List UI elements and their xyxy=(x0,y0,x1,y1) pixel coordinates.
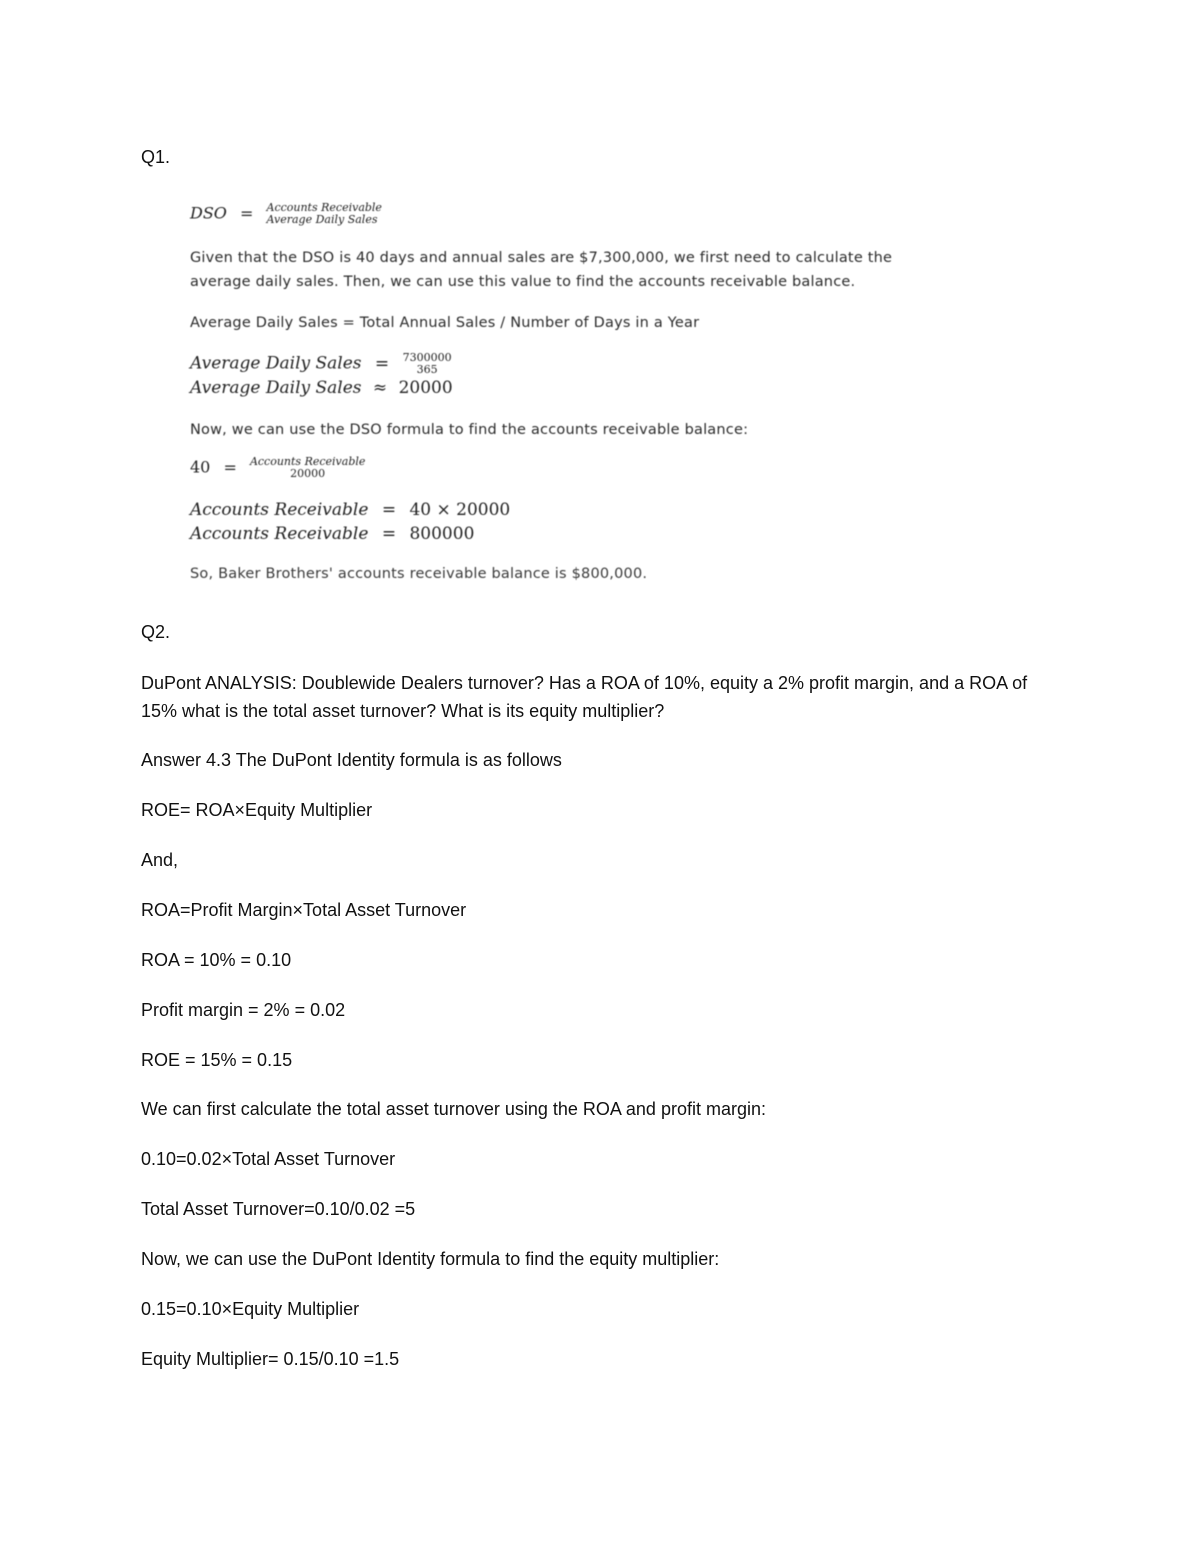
avg-eq1-numerator: 7300000 xyxy=(402,351,452,364)
dso-lhs: DSO xyxy=(190,203,227,223)
dso-eq-sign2: = xyxy=(223,457,237,477)
q2-line-profit-margin: Profit margin = 2% = 0.02 xyxy=(141,1000,346,1020)
ar-eq1-rhs: 40 × 20000 xyxy=(409,500,511,520)
q2-line-roe-formula: ROE= ROA×Equity Multiplier xyxy=(141,800,373,820)
q2-line-answer-intro: Answer 4.3 The DuPont Identity formula is as follows xyxy=(141,750,562,770)
dso-eq-sign: = xyxy=(240,203,254,223)
avg-eq1-sign: = xyxy=(374,353,390,374)
dso-eq-lhs: 40 xyxy=(190,457,211,477)
avg-definition: Average Daily Sales = Total Annual Sales / Number of Days in a Year xyxy=(190,315,700,331)
avg-eq1-denominator: 365 xyxy=(416,363,438,376)
q2-line-turnover-result: Total Asset Turnover=0.10/0.02 =5 xyxy=(141,1199,416,1219)
ar-eq2-lhs: Accounts Receivable xyxy=(190,524,369,544)
ar-eq1-lhs: Accounts Receivable xyxy=(190,500,369,520)
given-line-2: average daily sales. Then, we can use this value to find the accounts receivable balance. xyxy=(190,274,856,290)
q2-line-roe-value: ROE = 15% = 0.15 xyxy=(141,1050,293,1070)
q2-line-calc-intro: We can first calculate the total asset turnover using the ROA and profit margin: xyxy=(141,1099,766,1119)
avg-equation-1 xyxy=(190,352,452,376)
q2-line-roa-value: ROA = 10% = 0.10 xyxy=(141,950,292,970)
q2-line-roa-formula: ROA=Profit Margin×Total Asset Turnover xyxy=(141,900,467,920)
dso-equation xyxy=(190,456,365,480)
dso-formula xyxy=(190,202,382,226)
q2-line-multiplier-intro: Now, we can use the DuPont Identity formula to find the equity multiplier: xyxy=(141,1249,720,1269)
ar-equation-2 xyxy=(190,524,474,544)
ar-equation-1 xyxy=(190,500,510,520)
q1-solution-image xyxy=(190,196,990,596)
dso-denominator: Average Daily Sales xyxy=(266,213,378,226)
dso-eq-fraction xyxy=(250,456,365,480)
avg-eq2-rhs: 20000 xyxy=(398,378,453,398)
q1-heading: Q1. xyxy=(141,147,171,167)
q2-question: DuPont ANALYSIS: Doublewide Dealers turnover? Has a ROA of 10%, equity a 2% profit margin, and a ROA of 15% what is the total asset turnover? What is its equity multiplier? xyxy=(141,673,1028,721)
q2-heading: Q2. xyxy=(141,622,171,642)
q2-line-multiplier-result: Equity Multiplier= 0.15/0.10 =1.5 xyxy=(141,1349,400,1369)
avg-equation-2 xyxy=(190,378,453,398)
avg-eq2-sign: ≈ xyxy=(372,378,388,398)
avg-eq1-lhs: Average Daily Sales xyxy=(190,353,362,374)
dso-fraction xyxy=(267,202,382,226)
avg-eq2-lhs: Average Daily Sales xyxy=(190,378,362,398)
q1-conclusion: So, Baker Brothers' accounts receivable balance is $800,000. xyxy=(190,566,648,582)
avg-eq1-fraction xyxy=(403,352,452,376)
ar-eq1-sign: = xyxy=(381,500,397,520)
dso-eq-numerator: Accounts Receivable xyxy=(249,455,366,468)
now-line: Now, we can use the DSO formula to find the accounts receivable balance: xyxy=(190,422,749,438)
ar-eq2-rhs: 800000 xyxy=(409,524,475,544)
ar-eq2-sign: = xyxy=(381,524,397,544)
q2-line-and: And, xyxy=(141,850,179,870)
q2-line-multiplier-eq: 0.15=0.10×Equity Multiplier xyxy=(141,1299,360,1319)
given-line-1: Given that the DSO is 40 days and annual sales are $7,300,000, we first need to calculate the xyxy=(190,250,893,266)
dso-eq-denominator: 20000 xyxy=(290,467,326,480)
q2-line-turnover-eq: 0.10=0.02×Total Asset Turnover xyxy=(141,1149,396,1169)
dso-numerator: Accounts Receivable xyxy=(266,201,382,214)
